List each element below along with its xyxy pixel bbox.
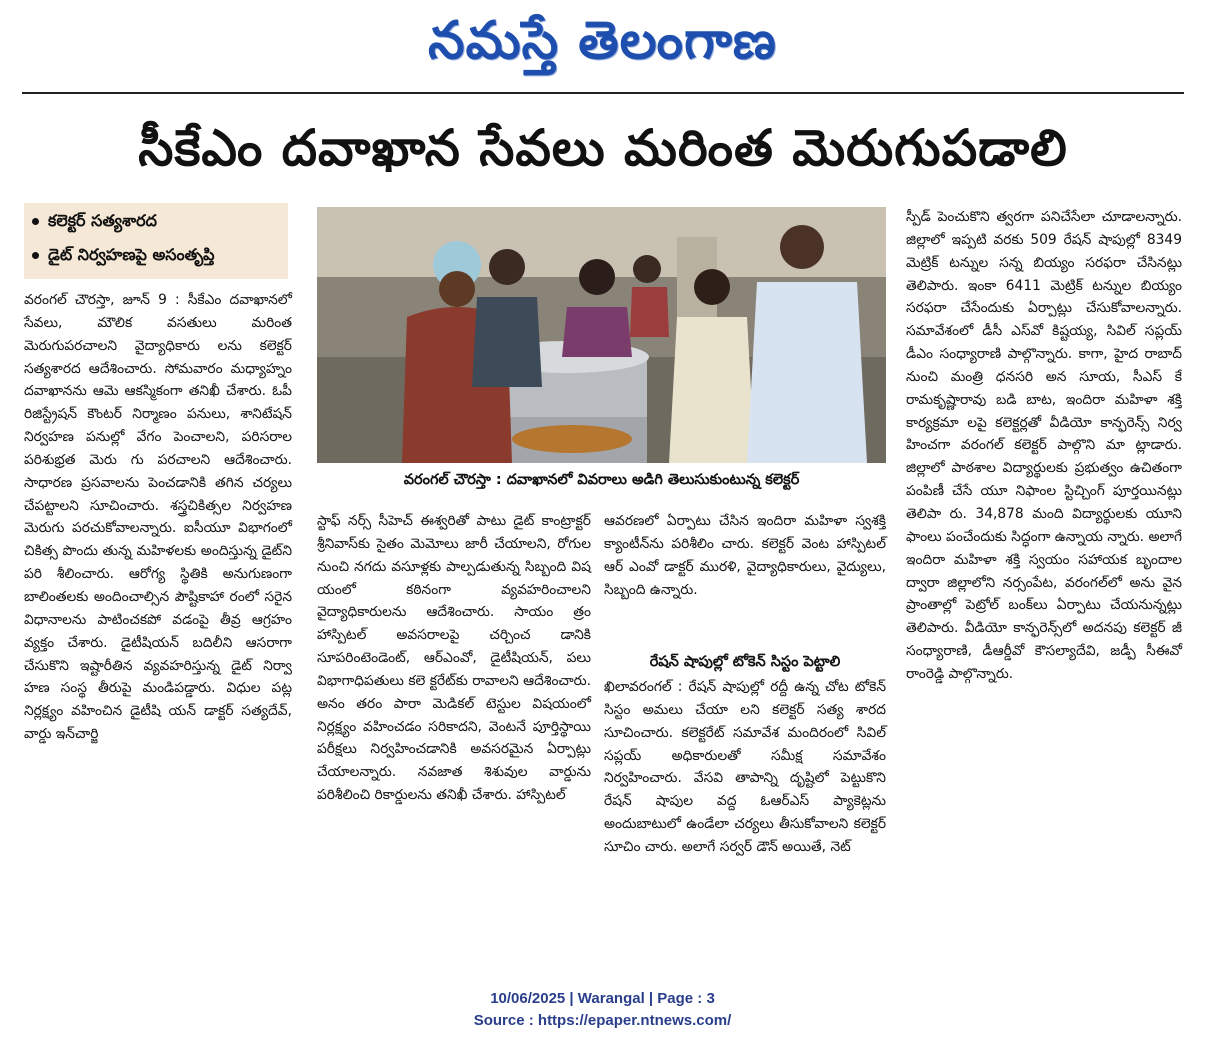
photo-caption: వరంగల్ చౌరస్తా : దవాఖానలో వివరాలు అడిగి తెలుసుకుంటున్న కలెక్టర్: [403, 472, 800, 488]
article-column-3-bottom: [604, 676, 886, 961]
headline: సీకేఎం దవాఖాన సేవలు మరింత మెరుగుపడాలి: [138, 119, 1068, 177]
bullet-dot-icon: [32, 252, 39, 259]
article-column-1: [24, 289, 292, 964]
summary-bullet-2: డైట్ నిర్వహణపై అసంతృప్తి: [32, 245, 215, 268]
article-column-3-top: [604, 510, 886, 648]
column-3-text-bottom: ఖిలావరంగల్ : రేషన్ షాపుల్లో రద్దీ ఉన్న చోట టోకెన్ సిస్టం అమలు చేయా లని కలెక్టర్ సత్య శారద సూచించారు. కలెక్టరేట్ సమావేశ మందిరంలో సివిల్ సప్లయ్ అధికారులతో సమీక్ష సమావేశం నిర్వహించారు. వేసవి తాపాన్ని దృష్టిలో పెట్టుకొని రేషన్ షాపుల వద్ద ఓఆర్ఎస్ ప్యాకెట్లను అందుబాటులో ఉండేలా చర్యలు తీసుకోవాలని కలెక్టర్ సూచిం చారు. అలాగే సర్వర్ డౌన్ అయితే, నెట్: [604, 679, 886, 855]
article-column-4: [906, 206, 1182, 961]
column-3-text-top: ఆవరణలో ఏర్పాటు చేసిన ఇందిరా మహిళా స్వశక్తి క్యాంటీన్‌ను పరిశీలిం చారు. కలెక్టర్ వెంట హాస్పిటల్ ఆర్ ఎంవో డాక్టర్ మురళి, వైద్యాధికారులు, వైద్యులు, సిబ్బంది ఉన్నారు.: [604, 513, 886, 598]
column-4-text: స్పీడ్ పెంచుకొని త్వరగా పనిచేసేలా చూడాలన్నారు. జిల్లాలో ఇప్పటి వరకు 509 రేషన్ షాపుల్లో 8349 మెట్రిక్ టన్నుల సన్న బియ్యం సరఫరా చేసినట్లు తెలిపారు. ఇంకా 6411 మెట్రిక్ టన్నుల బియ్యం సరఫరా చేసేందుకు ఏర్పాట్లు చేసుకోవాలన్నారు. సమావేశంలో డీసీ ఎస్‌వో కిష్టయ్య, సివిల్ సప్లయ్ డీఎం సంధ్యారాణి పాల్గొన్నారు. కాగా, హైద రాబాద్ నుంచి మంత్రి ధనసరి అన సూయ, సీఎస్ కే రామకృష్ణారావు బడి బాట, ఇందిరా మహిళా శక్తి కార్యక్రమా లపై కలెక్టర్లతో వీడియో కాన్ఫరెన్స్ నిర్వ హించగా వరంగల్ కలెక్టర్ పాల్గొని మా ట్లాడారు. జిల్లాలో పాఠశాల విద్యార్థులకు ప్రభుత్వం ఉచితంగా పంపిణీ చేసే యూ నిఫాంల స్టిచ్చింగ్ పూర్తయినట్లు తెలిపా రు. 34,878 మంది విద్యార్థులకు యూని ఫాంలు పంచేందుకు సిద్ధంగా ఉన్నాయ న్నారు. అలాగే ఇందిరా మహిళా శక్తి స్వయం సహాయక బృందాల ద్వారా జిల్లాలోని నర్సంపేట, వరంగల్‌లో అను వైన ప్రాంతాల్లో పెట్రోల్ బంక్‌లు ఏర్పాటు చేయనున్నట్లు తెలిపారు. వీడియో కాన్ఫరెన్స్‌లో అదనపు కలెక్టర్ జీ సంధ్యారాణి, డీఆర్డీవో కౌసల్యాదేవి, జడ్పీ సీఈవో రాంరెడ్డి పాల్గొన్నారు.: [906, 209, 1182, 682]
summary-box: [24, 203, 288, 279]
column-2-text: స్టాఫ్ నర్స్ సీహెచ్ ఈశ్వరితో పాటు డైట్ కాంట్రాక్టర్ శ్రీనివాస్‌కు సైతం మెమోలు జారీ చేయాలని, రోగుల నుంచి నగదు వసూళ్లకు పాల్పడుతున్న సిబ్బంది విష యంలో కఠినంగా వ్యవహరించాలని వైద్యాధికారులను ఆదేశించారు. సాయం త్రం హాస్పిటల్ అవసరాలపై చర్చించ డానికి సూపరింటెండెంట్, ఆర్ఎంవో, డైటీషియన్, పలు విభాగాధిపతులు కలె క్టరేట్‌కు రావాలని ఆదేశించారు. అనం తరం పారా మెడికల్ టెస్టుల విషయంలో నిర్లక్ష్యం వహించడం సరికాదని, వెంటనే పూర్తిస్థాయి పరీక్షలు నిర్వహించడానికి అవసరమైన ఏర్పాట్లు చేయాలన్నారు. నవజాత శిశువుల వార్డును పరిశీలించి రికార్డులను తనిఖీ చేశారు. హాస్పిటల్: [317, 513, 591, 804]
masthead-logo: నమస్తే తెలంగాణ: [428, 10, 777, 71]
news-photo-illustration: [317, 207, 886, 463]
news-photo: [317, 207, 886, 463]
footer-source: Source : https://epaper.ntnews.com/: [473, 1012, 732, 1029]
article-column-2: [317, 510, 591, 960]
top-rule: [22, 92, 1184, 94]
summary-bullet-1: కలెక్టర్ సత్యశారద: [32, 211, 157, 234]
column-1-text: వరంగల్ చౌరస్తా, జూన్ 9 : సీకేఎం దవాఖానలో సేవలు, మౌలిక వసతులు మరింత మెరుగుపరచాలని వైద్యాధికారు లను కలెక్టర్ సత్యశారద ఆదేశించారు. సోమవారం మధ్యాహ్నం దవాఖానను ఆమె ఆకస్మికంగా తనిఖీ చేశారు. ఓపీ రిజిస్ట్రేషన్ కౌంటర్ నిర్మాణం పనులు, శానిటేషన్ నిర్వహణ పనుల్లో వేగం పెంచాలని, పరిసరాల పరిశుభ్రత మెరు గు పరచాలని ఆదేశించారు. సాధారణ ప్రసవాలను పెంచడానికి తగిన చర్యలు చేపట్టాలని సూచించారు. శస్త్రచికిత్సల నిర్వహణ మెరుగు పరచుకోవాలన్నారు. ఐసీయూ విభాగంలో చికిత్స పొందు తున్న మహిళలకు అందిస్తున్న డైట్‌ని పరి శీలించారు. ఆరోగ్య స్థితికి అనుగుణంగా బాలింతలకు అందించాల్సిన పౌష్టికాహా రంలో సరైన విధానాలను పాటించకపో వడంపై తీవ్ర ఆగ్రహం వ్యక్తం చేశారు. డైటీషియన్ బదిలీని ఆసరాగా చేసుకొని ఇష్టారీతిన వ్యవహరిస్తున్న డైట్ నిర్వా హణ సంస్థ తీరుపై మండిపడ్డారు. విధుల పట్ల నిర్లక్ష్యం వహించిన డైటీషి యన్ డాక్టర్ సత్యదేవ్, వార్డు ఇన్‌చార్జి: [24, 292, 292, 743]
subheading: రేషన్ షాపుల్లో టోకెన్ సిస్టం పెట్టాలి: [649, 654, 841, 670]
footer-date-edition: 10/06/2025 | Warangal | Page : 3: [490, 990, 715, 1007]
bullet-dot-icon: [32, 218, 39, 225]
